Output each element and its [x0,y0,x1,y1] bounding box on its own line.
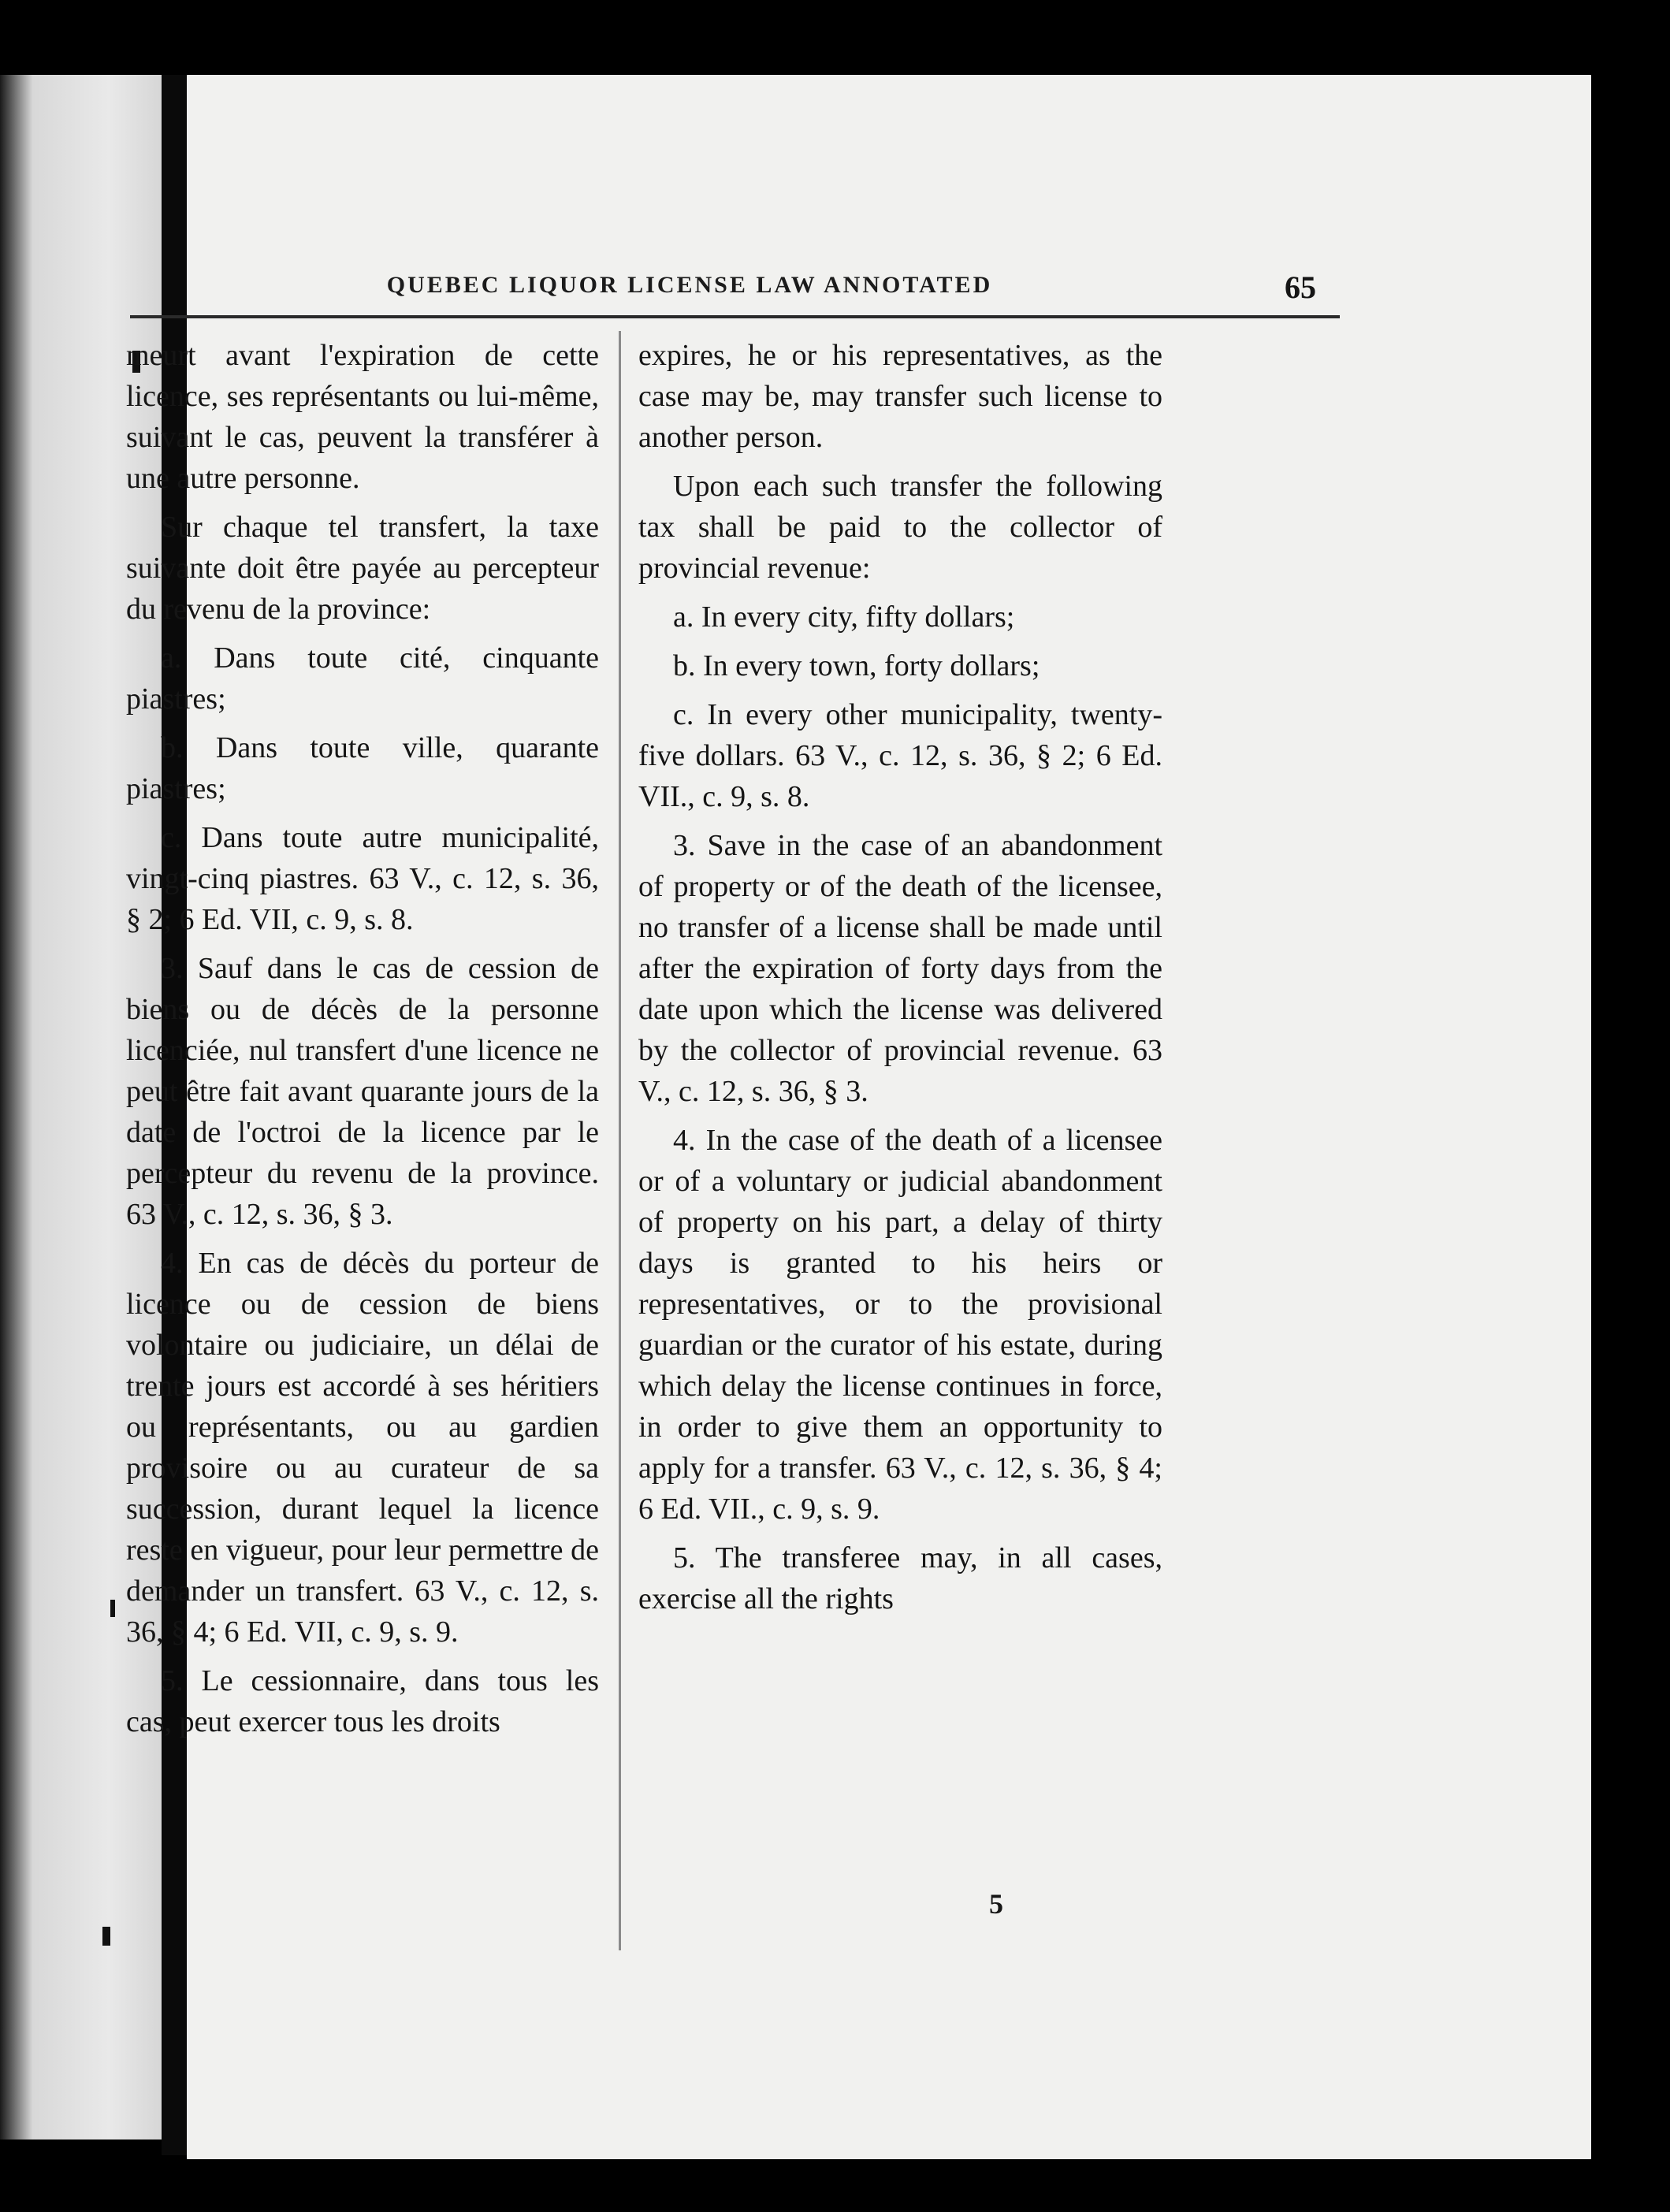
french-paragraph: 4. En cas de décès du porteur de licence ou de cession de biens volontaire ou judiciaire, un délai de trente jours est accordé à ses héritiers ou représentants, ou au gardien provisoire ou au curateur de sa succession, durant lequel la licence reste en vigueur, pour leur permettre de demander un transfert. 63 V., c. 12, s. 36, § 4; 6 Ed. VII, c. 9, s. 9. [126,1247,599,1649]
french-paragraph: meurt avant l'expiration de cette licence, ses représentants ou lui-même, suivant le cas, peuvent la transférer à une autre personne. [126,339,599,495]
french-paragraph: 3. Sauf dans le cas de cession de biens ou de décès de la personne licenciée, nul transfert d'une licence ne peut être fait avant quarante jours de la date de l'octroi de la licence par le percepteur du revenu de la province. 63 V., c. 12, s. 36, § 3. [126,952,599,1231]
english-paragraph: expires, he or his representatives, as the case may be, may transfer such license to another person. [638,339,1162,454]
french-paragraph: b. Dans toute ville, quarante piastres; [126,731,599,805]
signature-mark: 5 [989,1888,1003,1920]
english-paragraph: 3. Save in the case of an abandonment of property or of the death of the licensee, no transfer of a license shall be made until after the expiration of forty days from the date upon which the license was delivered by the collector of provincial revenue. 63 V., c. 12, s. 36, § 3. [638,829,1162,1108]
page-number: 65 [1285,270,1316,305]
french-paragraph: c. Dans toute autre municipalité, vingt-cinq piastres. 63 V., c. 12, s. 36, § 2; 6 Ed. VII, c. 9, s. 8. [126,821,599,936]
english-paragraph: Upon each such transfer the following tax shall be paid to the collector of provincial revenue: [638,470,1162,585]
column-divider [619,331,621,1950]
english-column [638,335,1162,1627]
english-paragraph: 5. The transferee may, in all cases, exercise all the rights [638,1541,1162,1615]
scan-mark [102,1927,110,1946]
french-paragraph: Sur chaque tel transfert, la taxe suivante doit être payée au percepteur du revenu de la province: [126,511,599,626]
english-paragraph: 4. In the case of the death of a licensee or of a voluntary or judicial abandonment of property on his part, a delay of thirty days is granted to his heirs or representatives, or to the provisional guardian or the curator of his estate, during which delay the license continues in force, in order to give them an opportunity to apply for a transfer. 63 V., c. 12, s. 36, § 4; 6 Ed. VII., c. 9, s. 9. [638,1124,1162,1526]
english-paragraph: b. In every town, forty dollars; [673,649,1040,682]
running-title: QUEBEC LIQUOR LICENSE LAW ANNOTATED [386,272,993,298]
french-paragraph: a. Dans toute cité, cinquante piastres; [126,641,599,716]
english-paragraph: c. In every other municipality, twenty-five dollars. 63 V., c. 12, s. 36, § 2; 6 Ed. VII., c. 9, s. 8. [638,698,1162,813]
english-paragraph: a. In every city, fifty dollars; [673,600,1015,634]
french-paragraph: 5. Le cessionnaire, dans tous les cas, peut exercer tous les droits [126,1664,599,1738]
page-header [134,272,1348,319]
header-rule [130,315,1340,318]
scan-mark [110,1600,115,1617]
french-column [126,335,599,1750]
